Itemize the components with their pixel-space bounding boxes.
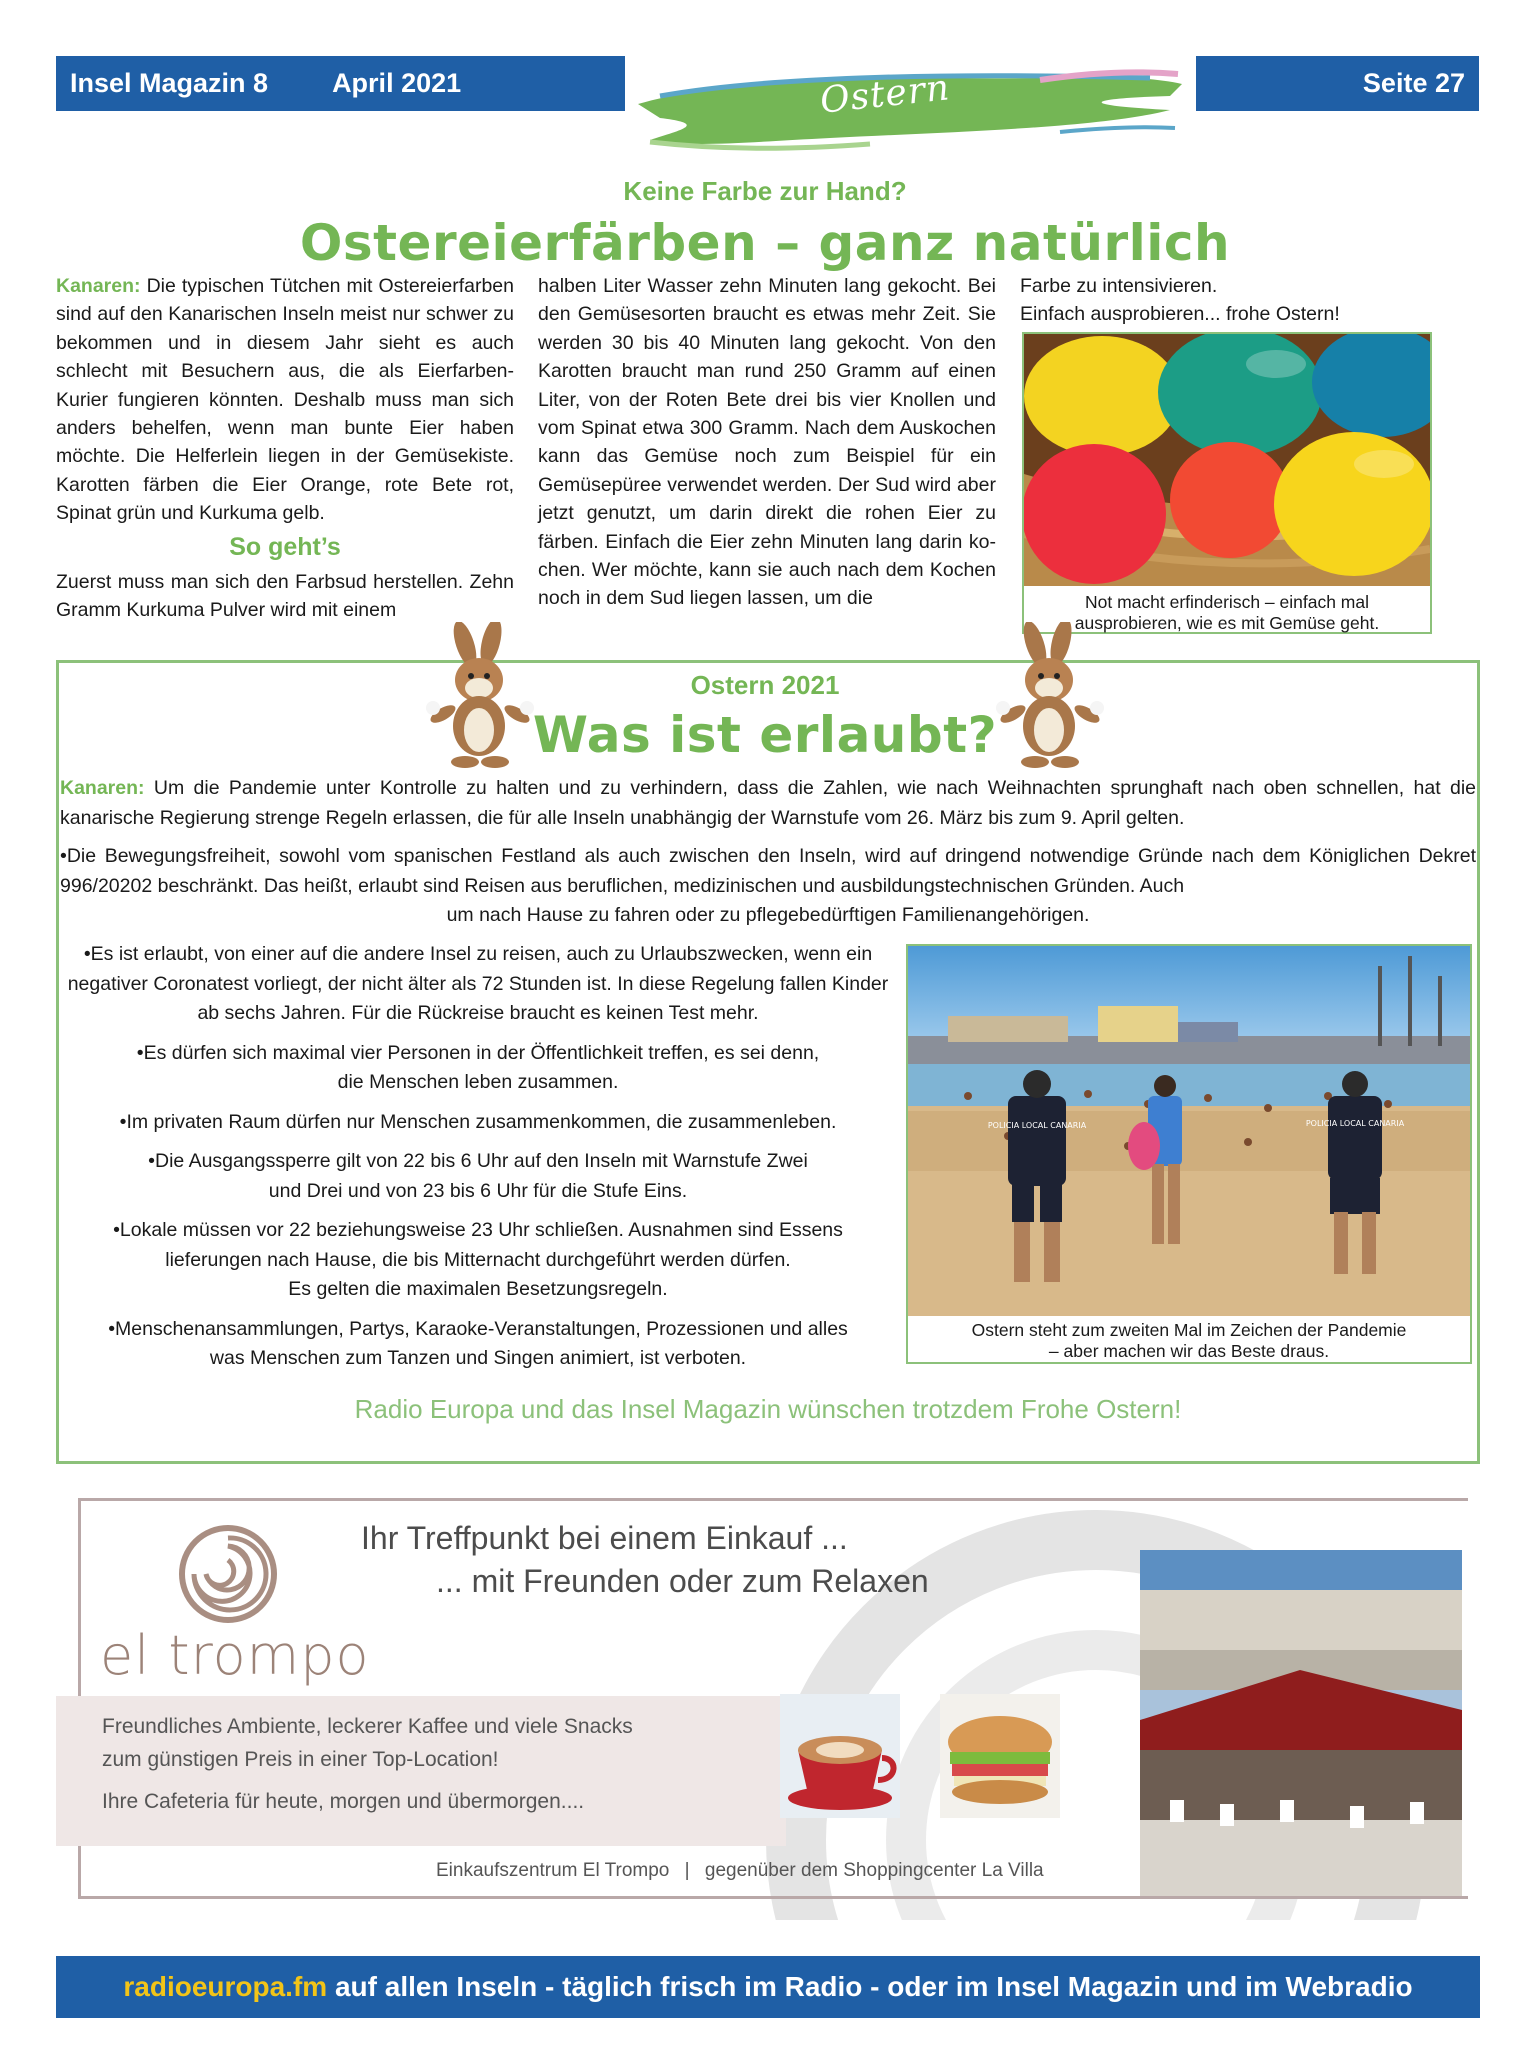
ad-location-name: Einkaufszentrum El Trompo bbox=[436, 1860, 670, 1881]
rule-private-space: •Im privaten Raum dürfen nur Menschen zusammenkommen, die zusammenleben. bbox=[119, 1110, 837, 1133]
easter-eggs-photo bbox=[1024, 334, 1430, 586]
rule-meeting bbox=[60, 1039, 896, 1098]
rule-text: und Drei und von 23 bis 6 Uhr für die Stufe Eins. bbox=[268, 1179, 688, 1202]
easter-eggs-photo-frame bbox=[1022, 332, 1432, 634]
article2-intro bbox=[60, 774, 1476, 833]
footer-text: auf allen Inseln - täglich frisch im Radio - oder im Insel Magazin und im Webradio bbox=[334, 1971, 1413, 2002]
police-label: POLICIA LOCAL CANARIA bbox=[987, 1121, 1087, 1130]
article1-title: Ostereierfärben – ganz natürlich bbox=[299, 214, 1231, 272]
ad-location bbox=[436, 1860, 1044, 1882]
ad-body-line: zum günstigen Preis in einer Top-Location! bbox=[102, 1748, 499, 1771]
page-number: Seite 27 bbox=[1362, 68, 1465, 98]
rule-text: was Menschen zum Tanzen und Singen animiert, ist verboten. bbox=[209, 1347, 747, 1369]
rule-text: Es gelten die maximalen Besetzungsregeln. bbox=[288, 1278, 668, 1300]
ad-location-hint: gegenüber dem Shoppingcenter La Villa bbox=[704, 1860, 1044, 1881]
rule-curfew bbox=[60, 1147, 896, 1206]
paragraph: Um die Pandemie unter Kontrolle zu halten und zu verhindern, dass die Zahlen, wie nach Weihnachten sprunghaft nach oben schnellen, hat die kanarische Regierung strenge Regeln erlassen, die für alle Inseln unabhängig der Warnstufe vom 26. März bis zum 9. April gelten. bbox=[60, 777, 1476, 829]
ad-headline-line-2: ... mit Freunden oder zum Relaxen bbox=[436, 1563, 929, 1599]
header-bar-right bbox=[1196, 56, 1479, 111]
caption-line: – aber machen wir das Beste draus. bbox=[1048, 1341, 1330, 1361]
issue-date: April 2021 bbox=[332, 68, 462, 98]
magazine-name: Insel Magazin 8 bbox=[70, 68, 269, 98]
paragraph-line: Farbe zu intensivieren. bbox=[1020, 275, 1218, 297]
rule-restaurants bbox=[60, 1216, 896, 1305]
caption-line: Ostern steht zum zweiten Mal im Zeichen der Pandemie bbox=[971, 1320, 1407, 1340]
coffee-cup-photo bbox=[780, 1694, 900, 1818]
lead-label: Kanaren: bbox=[60, 777, 145, 799]
beach-police-photo bbox=[908, 946, 1470, 1316]
rule-text: •Es dürfen sich maximal vier Personen in der Öffentlichkeit treffen, es sei denn, bbox=[136, 1041, 820, 1064]
terrace-photo bbox=[1140, 1550, 1462, 1896]
rule-gatherings bbox=[60, 1315, 896, 1374]
rule-text: die Menschen leben zusammen. bbox=[337, 1071, 619, 1093]
article1-kicker: Keine Farbe zur Hand? bbox=[623, 176, 907, 206]
police-label: POLICIA LOCAL CANARIA bbox=[1305, 1119, 1405, 1128]
rule-text: •Die Ausgangssperre gilt von 22 bis 6 Uhr auf den Inseln mit Warnstufe Zwei bbox=[148, 1150, 808, 1172]
article1-column-3 bbox=[1020, 272, 1480, 329]
ad-top-rule bbox=[78, 1498, 1468, 1501]
article1-column-2 bbox=[538, 272, 996, 613]
sandwich-photo bbox=[940, 1694, 1060, 1818]
paragraph: Zuerst muss man sich den Farbsud herstellen. Zehn Gramm Kurkuma Pulver wird mit einem bbox=[56, 570, 514, 622]
paragraph: Die typischen Tütchen mit Ostereierfarben sind auf den Kanarischen Inseln meist nur schwer zu bekommen und in diesem Jahr sieht es auch schlecht mit Besuchern aus, die als Eierfarben-Kurier fungieren könnten. Deshalb muss man sich anders behelfen, wenn man bunte Eier haben möchte. Die Helferlein liegen in der Gemüsekiste. Karotten färben die Eier Orange, rote Bete rot, Spinat grün und Kurkuma gelb. bbox=[56, 275, 514, 525]
el-trompo-swirl-logo-icon bbox=[178, 1524, 278, 1624]
lead-label: Kanaren: bbox=[56, 275, 141, 297]
el-trompo-advertisement bbox=[56, 1480, 1480, 1920]
footer-website[interactable]: radioeuropa.fm bbox=[123, 1971, 328, 2002]
ad-body bbox=[102, 1710, 633, 1818]
rule-text: •Die Bewegungsfreiheit, sowohl vom spanischen Festland als auch zwischen den Inseln, wird auf dringend notwendige Gründe nach dem Königlichen Dekret 996/20202 beschränkt. Das heißt, erlaubt sind Reisen aus beruflichen, medizinischen und ausbildungstechnischen Gründen. Auch bbox=[60, 845, 1476, 897]
caption-line: ausprobieren, wie es mit Gemüse geht. bbox=[1074, 613, 1380, 633]
article2-title: Was ist erlaubt? bbox=[532, 706, 998, 764]
terrace-photo-image bbox=[1140, 1550, 1462, 1896]
caption-line: Not macht erfinderisch – einfach mal bbox=[1084, 592, 1370, 612]
rule-movement bbox=[60, 842, 1476, 931]
article1-column-1 bbox=[56, 272, 514, 624]
ad-bottom-rule bbox=[78, 1896, 1468, 1899]
photo-caption bbox=[908, 1320, 1470, 1362]
ad-body-line: Freundliches Ambiente, leckerer Kaffee und viele Snacks bbox=[102, 1715, 633, 1738]
ad-separator: | bbox=[684, 1860, 690, 1881]
rule-text: lieferungen nach Hause, die bis Mitternacht durchgeführt werden dürfen. bbox=[165, 1248, 791, 1271]
paragraph-line: Einfach ausprobieren... frohe Ostern! bbox=[1020, 303, 1340, 326]
rules-list bbox=[60, 940, 896, 1384]
ad-body-line: Ihre Cafeteria für heute, morgen und übermorgen.... bbox=[102, 1790, 585, 1813]
subheading: So geht’s bbox=[229, 532, 341, 561]
header-bar-left bbox=[56, 56, 625, 111]
article2-kicker: Ostern 2021 bbox=[690, 670, 840, 700]
rule-island-travel: •Es ist erlaubt, von einer auf die andere Insel zu reisen, auch zu Urlaubszwecken, wenn ein negativer Coronatest vorliegt, der nicht älter als 72 Stunden ist. In diese Regelung fallen Kinder ab sechs Jahren. Für die Rückreise braucht es keinen Test mehr. bbox=[67, 943, 889, 1024]
beach-photo-frame bbox=[906, 944, 1472, 1364]
ad-logo-name: el trompo bbox=[100, 1624, 370, 1687]
section-label: Ostern bbox=[818, 67, 952, 122]
ad-headline-line-1: Ihr Treffpunkt bei einem Einkauf ... bbox=[361, 1520, 848, 1556]
rule-text: um nach Hause zu fahren oder zu pflegebedürftigen Familienangehörigen. bbox=[446, 904, 1090, 926]
footer-banner bbox=[56, 1956, 1480, 2018]
rule-text: •Lokale müssen vor 22 beziehungsweise 23 Uhr schließen. Ausnahmen sind Essens bbox=[113, 1219, 843, 1241]
rule-text: •Menschenansammlungen, Partys, Karaoke-Veranstaltungen, Prozessionen und alles bbox=[108, 1317, 848, 1340]
closing-greeting: Radio Europa und das Insel Magazin wünschen trotzdem Frohe Ostern! bbox=[354, 1394, 1182, 1424]
paragraph: halben Liter Wasser zehn Minuten lang gekocht. Bei den Gemüsesorten braucht es etwas mehr Zeit. Sie werden 30 bis 40 Minuten lang gekocht. Von den Karotten braucht man rund 250 Gramm auf einen Liter, von der Roten Bete drei bis vier Knollen und vom Spinat etwa 300 Gramm. Nach dem Auskochen kann das Gemüse noch zum Beispiel für ein Gemüsepüree verwendet werden. Der Sud wird aber jetzt genutzt, um darin direkt die rohen Eier zu färben. Einfach die Eier zehn Minuten lang darin kochen. Wer möchte, kann sie auch nach dem Kochen noch in dem Sud liegen lassen, um die bbox=[538, 275, 996, 610]
